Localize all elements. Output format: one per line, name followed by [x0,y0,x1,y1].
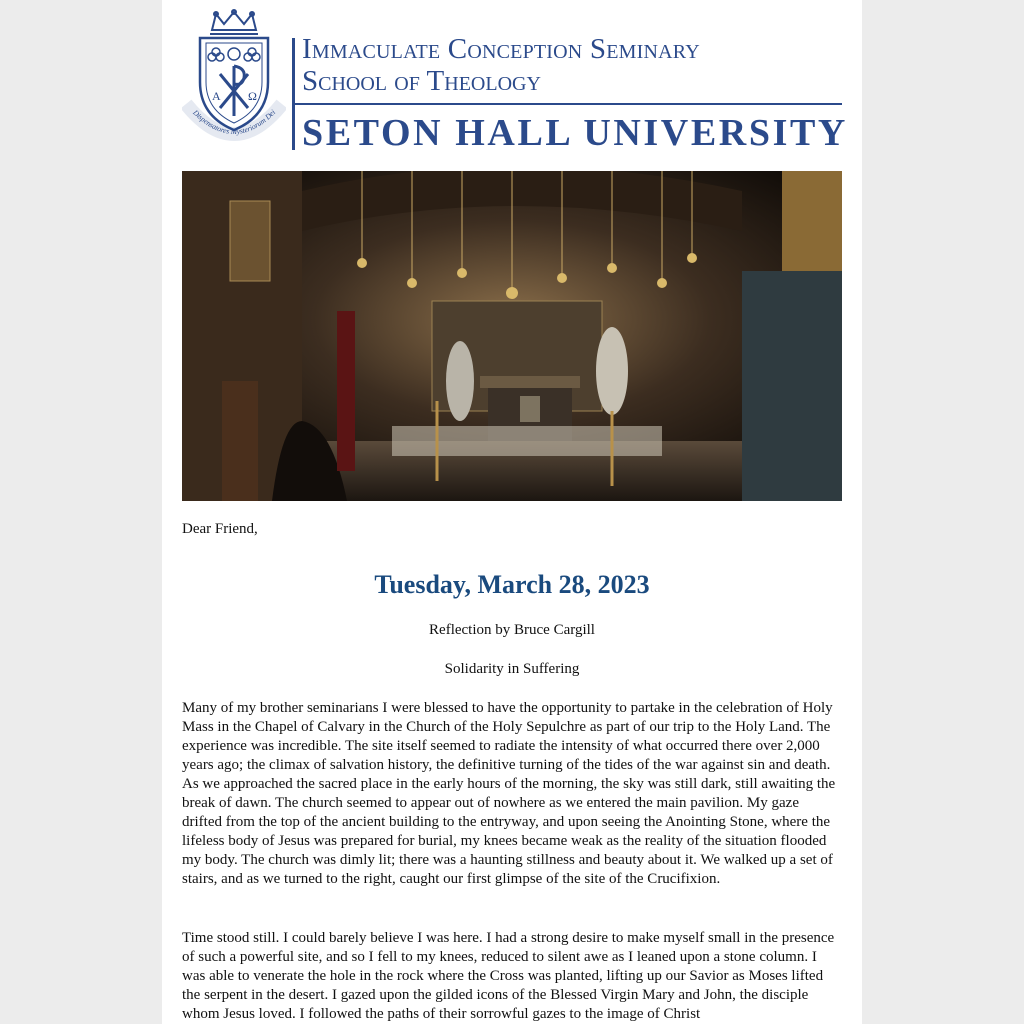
reflection-date: Tuesday, March 28, 2023 [374,570,650,599]
seminary-header [182,8,848,154]
reflection-title: Solidarity in Suffering [444,661,580,677]
crest-motto: Dispensatores Mysteriorum Dei [191,107,278,137]
seminary-name: Immaculate Conception Seminary [302,33,700,65]
calvary-chapel-photo [182,171,842,501]
reflection-paragraph-2: Time stood still. I could barely believe I was here. I had a strong desire to make myself small in the presence of such a powerful site, and so I fell to my knees, reduced to silent awe as I leaned upon a stone column. I was able to venerate the hole in the rock where the Cross was planted, lifting up our Savior as Moses lifted the serpent in the desert. I gazed upon the gilded icons of the Blessed Virgin Mary and John, the disciple whom Jesus loved. I followed the paths of their sorrowful gazes to the image of Christ [182,930,835,1022]
reflection-paragraph-1: Many of my brother seminarians I were blessed to have the opportunity to partake in the celebration of Holy Mass in the Chapel of Calvary in the Church of the Holy Sepulchre as part of our trip to the Holy Land. The experience was incredible. The site itself seemed to radiate the intensity of what occurred there over 2,000 years ago; the climax of salvation history, the definitive turning of the tides of the war against sin and death. As we approached the sacred place in the early hours of the morning, the sky was still dark, still awaiting the break of dawn. The church seemed to appear out of nowhere as we entered the main pavilion. My gaze drifted from the top of the ancient building to the entryway, and upon seeing the Anointing Stone, where the lifeless body of Jesus was prepared for burial, my knees became weak as the reality of the situation flooded my body. The church was dimly lit; there was a haunting stillness and beauty about it. We walked up a set of stairs, and as we turned to the right, caught our first glimpse of the site of the Crucifixion. [182,700,836,887]
header-vertical-rule [292,38,295,150]
seminary-crest-icon [182,8,286,150]
email-page [162,0,862,1024]
reflection-byline: Reflection by Bruce Cargill [429,622,595,638]
crest-alpha: A [212,89,221,103]
header-horizontal-rule [292,103,842,105]
greeting: Dear Friend, [182,521,258,537]
university-name: SETON HALL UNIVERSITY [302,112,848,154]
crest-omega: Ω [248,89,257,103]
school-name: School of Theology [302,65,541,97]
